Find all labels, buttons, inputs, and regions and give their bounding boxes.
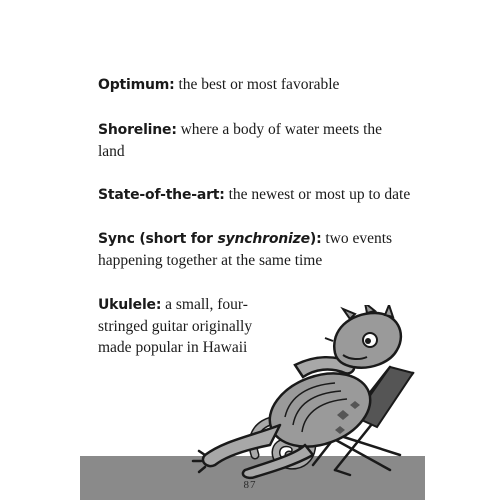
glossary-term: Ukulele: [98,297,162,313]
lizard-head [325,305,401,368]
glossary-term: State-of-the-art: [98,187,225,203]
lizard-in-beach-chair-illustration [185,305,425,480]
glossary-term-part: Sync (short for [98,231,218,247]
glossary-term-italic: synchronize [217,231,310,247]
glossary-term [98,231,321,247]
glossary-term-part: ): [309,231,322,247]
glossary-entry-state-of-the-art [98,184,428,206]
page-number: 87 [243,479,257,491]
glossary-definition: the newest or most up to date [224,186,411,203]
glossary-entry-optimum [98,74,428,96]
glossary-entry-shoreline [98,119,398,162]
glossary-term: Optimum: [98,77,175,93]
glossary-definition: a small, four-stringed guitar originally made popular in Hawaii [98,296,253,356]
glossary-term: Shoreline: [98,122,177,138]
glossary-definition: the best or most favorable [174,76,340,93]
glossary-definition: two events happening together at the same time [98,230,393,269]
glossary-entry-sync [98,228,408,271]
glossary-definition: where a body of water meets the land [98,121,383,160]
